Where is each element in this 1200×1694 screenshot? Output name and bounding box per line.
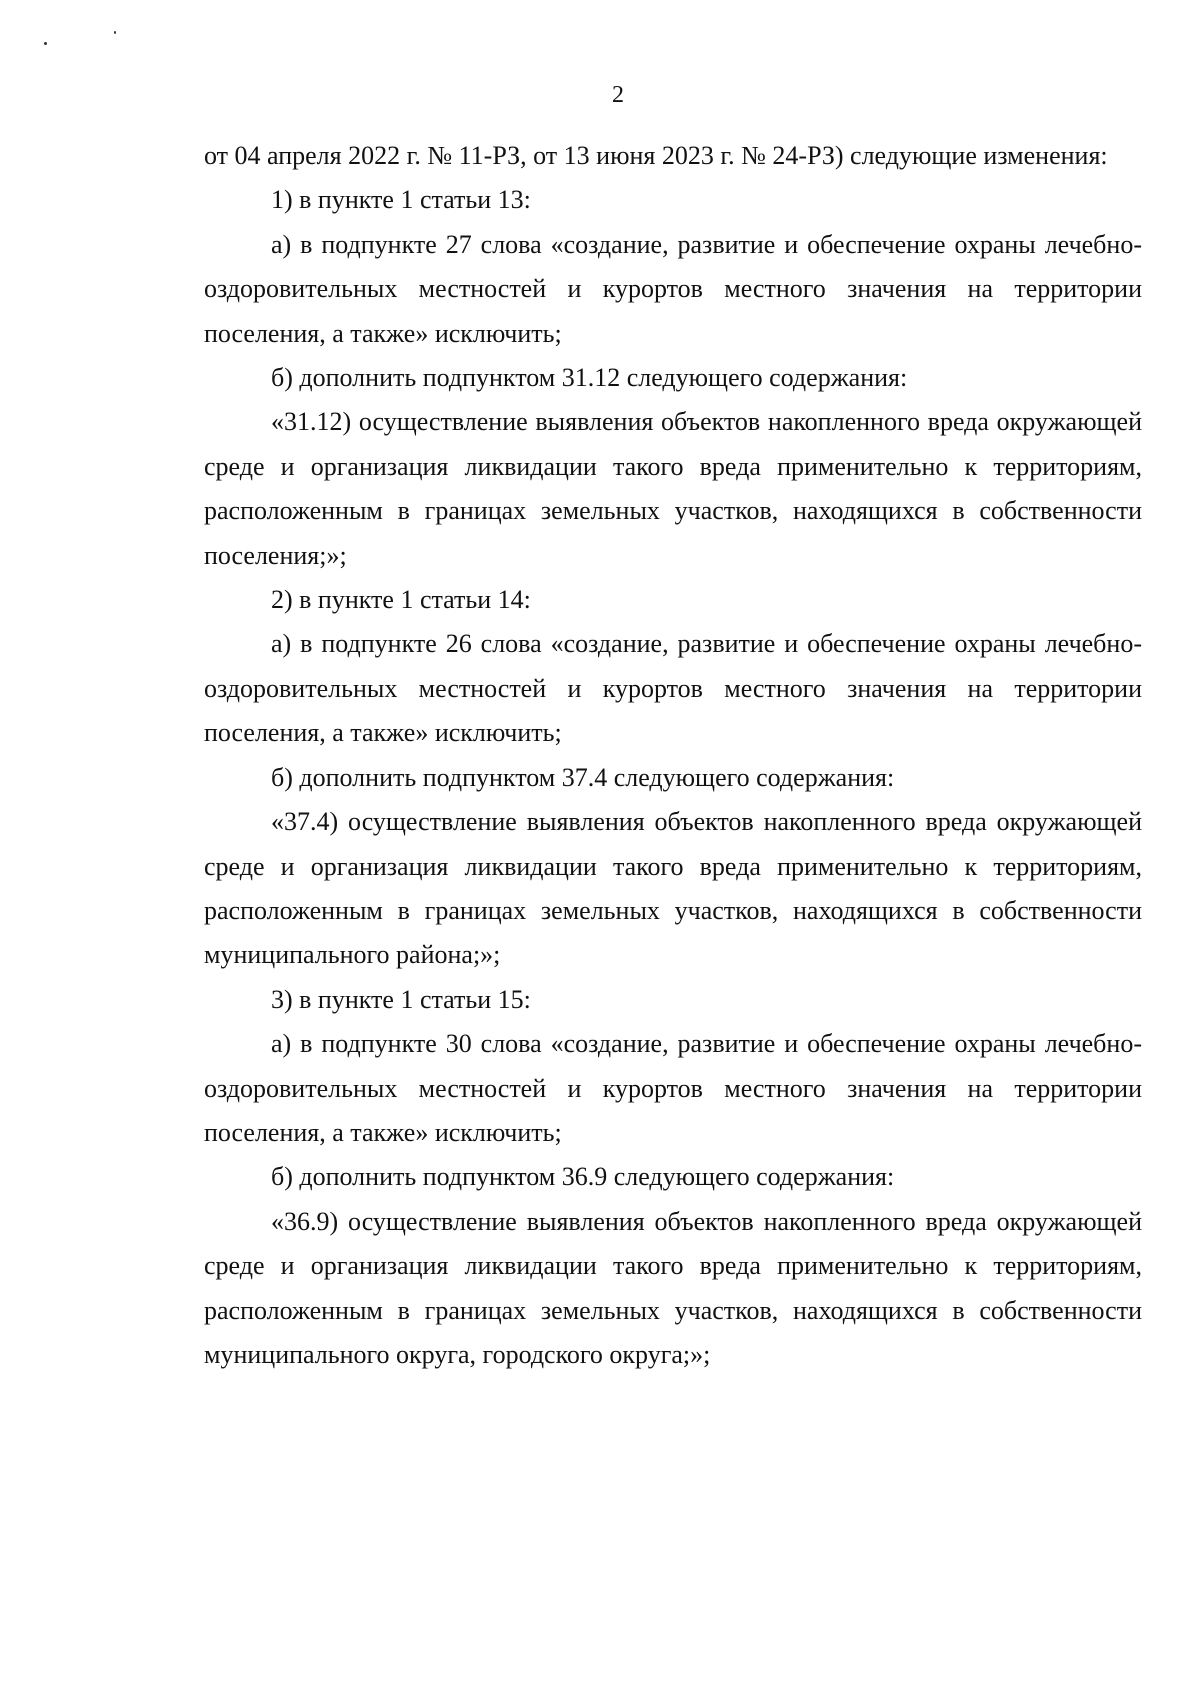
paragraph: а) в подпункте 27 слова «создание, развитие и обеспечение охраны лечебно-оздоровительных местностей и курортов местного значения на территории поселения, а также» исключить; xyxy=(204,229,1142,348)
paragraph: 2) в пункте 1 статьи 14: xyxy=(271,585,531,615)
paragraph: «37.4) осуществление выявления объектов накопленного вреда окружающей среде и организация ликвидации такого вреда применительно к территориям, расположенным в границах земельных участков, находящихся в собственности муниципального района;»; xyxy=(204,807,1142,970)
scan-speck xyxy=(44,42,47,45)
paragraph: а) в подпункте 30 слова «создание, развитие и обеспечение охраны лечебно-оздоровительных местностей и курортов местного значения на территории поселения, а также» исключить; xyxy=(204,1029,1142,1147)
paragraph: «36.9) осуществление выявления объектов накопленного вреда окружающей среде и организация ликвидации такого вреда применительно к территориям, расположенным в границах земельных участков, находящихся в собственности муниципального округа, городского округа;»; xyxy=(204,1206,1142,1369)
paragraph: 3) в пункте 1 статьи 15: xyxy=(271,984,531,1014)
scan-speck xyxy=(114,31,116,34)
document-body xyxy=(204,134,1142,1377)
paragraph: б) дополнить подпунктом 37.4 следующего содержания: xyxy=(271,762,895,792)
paragraph: б) дополнить подпунктом 36.9 следующего содержания: xyxy=(271,1162,895,1192)
paragraph: «31.12) осуществление выявления объектов накопленного вреда окружающей среде и организация ликвидации такого вреда применительно к территориям, расположенным в границах земельных участков, находящихся в собственности поселения;»; xyxy=(204,407,1142,570)
paragraph: 1) в пункте 1 статьи 13: xyxy=(271,185,531,215)
paragraph: б) дополнить подпунктом 31.12 следующего содержания: xyxy=(271,363,908,393)
page-number: 2 xyxy=(612,82,624,108)
paragraph: а) в подпункте 26 слова «создание, развитие и обеспечение охраны лечебно-оздоровительных местностей и курортов местного значения на территории поселения, а также» исключить; xyxy=(204,629,1142,748)
paragraph: от 04 апреля 2022 г. № 11-РЗ, от 13 июня 2023 г. № 24-РЗ) следующие изменения: xyxy=(204,141,1108,170)
